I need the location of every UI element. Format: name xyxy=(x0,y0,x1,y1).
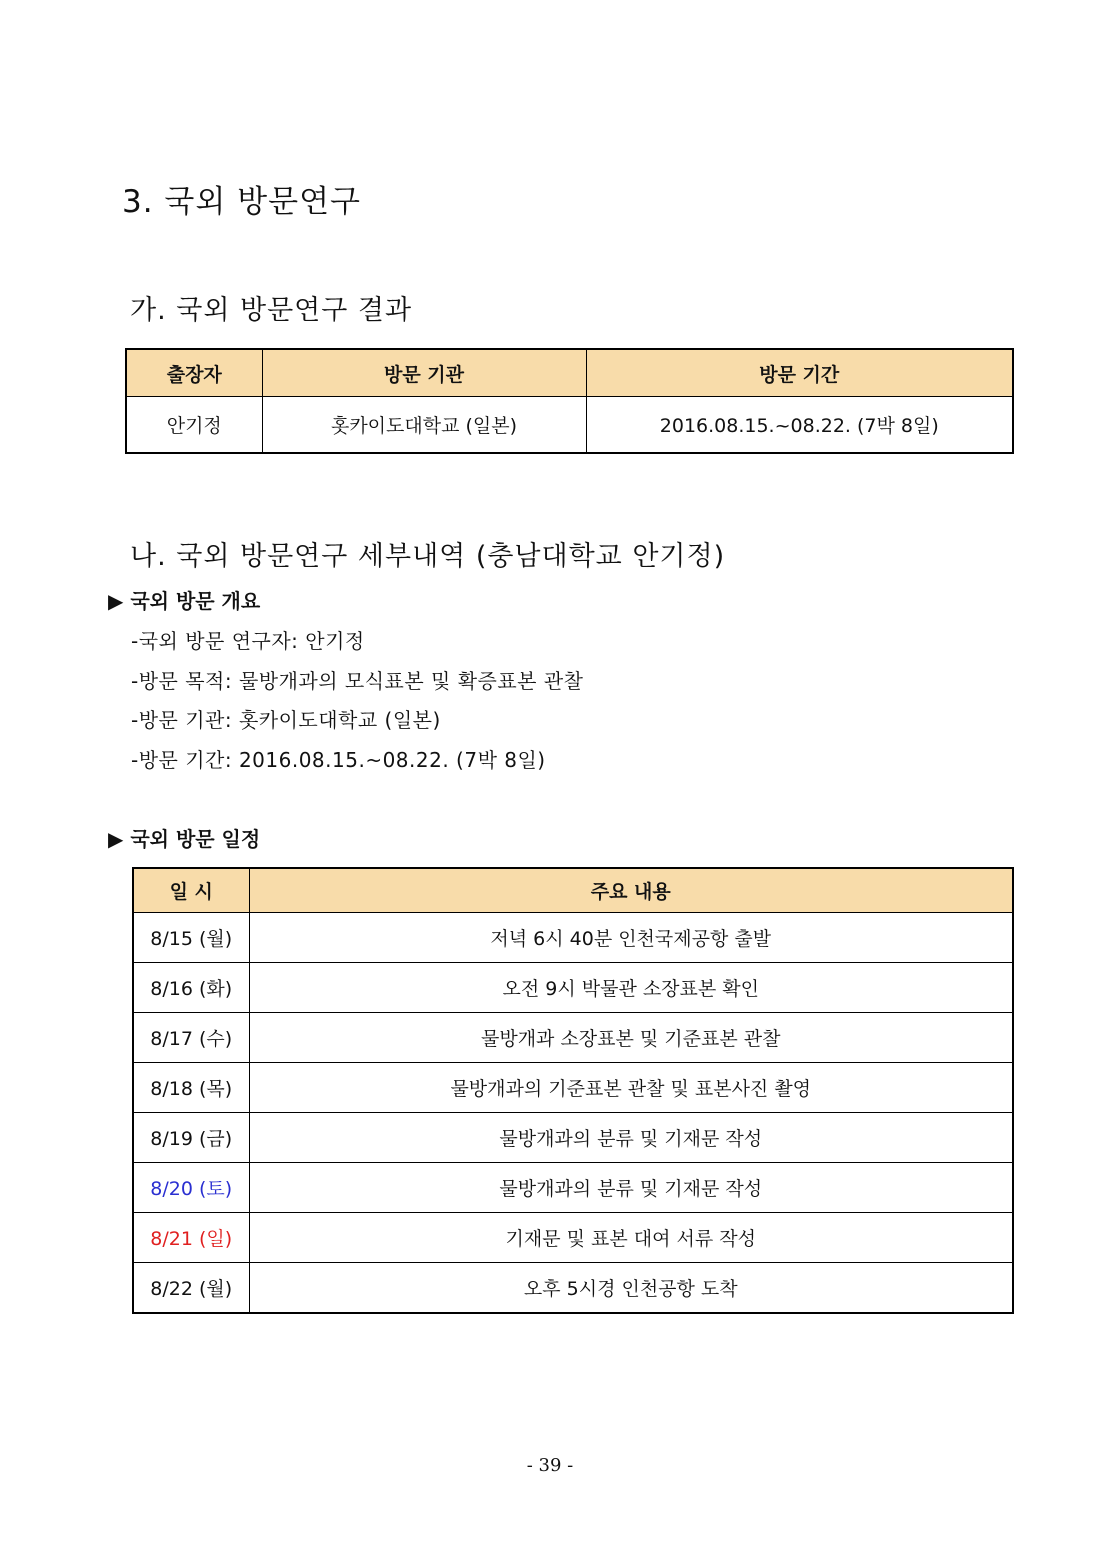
cell-date: 8/18 (목) xyxy=(133,1063,249,1113)
cell-content: 물방개과의 분류 및 기재문 작성 xyxy=(249,1163,1013,1213)
cell-date: 8/17 (수) xyxy=(133,1013,249,1063)
page-number: - 39 - xyxy=(526,1455,574,1476)
cell-content: 오후 5시경 인천공항 도착 xyxy=(249,1263,1013,1314)
schedule-table xyxy=(132,867,1014,1314)
table-row xyxy=(133,1063,1013,1113)
header-date: 일 시 xyxy=(133,868,249,913)
subsection-a-title: 가. 국외 방문연구 결과 xyxy=(130,295,413,326)
table-row xyxy=(133,1113,1013,1163)
table-row xyxy=(133,1163,1013,1213)
overview-heading: ▶ 국외 방문 개요 xyxy=(108,589,261,613)
overview-line: -국외 방문 연구자: 안기정 xyxy=(131,629,365,653)
table-row xyxy=(133,963,1013,1013)
table-header-row xyxy=(133,868,1013,913)
table-row xyxy=(126,397,1013,454)
cell-content: 물방개과의 분류 및 기재문 작성 xyxy=(249,1113,1013,1163)
table-row xyxy=(133,1213,1013,1263)
header-traveler: 출장자 xyxy=(126,349,262,397)
overview-line: -방문 목적: 물방개과의 모식표본 및 확증표본 관찰 xyxy=(131,669,584,693)
cell-period: 2016.08.15.~08.22. (7박 8일) xyxy=(586,397,1013,454)
cell-content: 기재문 및 표본 대여 서류 작성 xyxy=(249,1213,1013,1263)
cell-content: 물방개과 소장표본 및 기준표본 관찰 xyxy=(249,1013,1013,1063)
table-row xyxy=(133,913,1013,963)
cell-institution: 홋카이도대학교 (일본) xyxy=(262,397,586,454)
subsection-b-title: 나. 국외 방문연구 세부내역 (충남대학교 안기정) xyxy=(130,541,726,572)
cell-content: 오전 9시 박물관 소장표본 확인 xyxy=(249,963,1013,1013)
table-row xyxy=(133,1013,1013,1063)
table-header-row xyxy=(126,349,1013,397)
cell-date: 8/19 (금) xyxy=(133,1113,249,1163)
header-institution: 방문 기관 xyxy=(262,349,586,397)
cell-date: 8/15 (월) xyxy=(133,913,249,963)
cell-traveler: 안기정 xyxy=(126,397,262,454)
header-period: 방문 기간 xyxy=(586,349,1013,397)
cell-date-sunday: 8/21 (일) xyxy=(133,1213,249,1263)
cell-content: 저녁 6시 40분 인천국제공항 출발 xyxy=(249,913,1013,963)
overview-line: -방문 기간: 2016.08.15.~08.22. (7박 8일) xyxy=(131,748,546,772)
cell-date-saturday: 8/20 (토) xyxy=(133,1163,249,1213)
cell-date: 8/22 (월) xyxy=(133,1263,249,1314)
visit-result-table xyxy=(125,348,1014,454)
table-row xyxy=(133,1263,1013,1314)
overview-line: -방문 기관: 홋카이도대학교 (일본) xyxy=(131,708,441,732)
cell-date: 8/16 (화) xyxy=(133,963,249,1013)
header-content: 주요 내용 xyxy=(249,868,1013,913)
section-title: 3. 국외 방문연구 xyxy=(122,184,361,220)
cell-content: 물방개과의 기준표본 관찰 및 표본사진 촬영 xyxy=(249,1063,1013,1113)
schedule-heading: ▶ 국외 방문 일정 xyxy=(108,827,261,851)
